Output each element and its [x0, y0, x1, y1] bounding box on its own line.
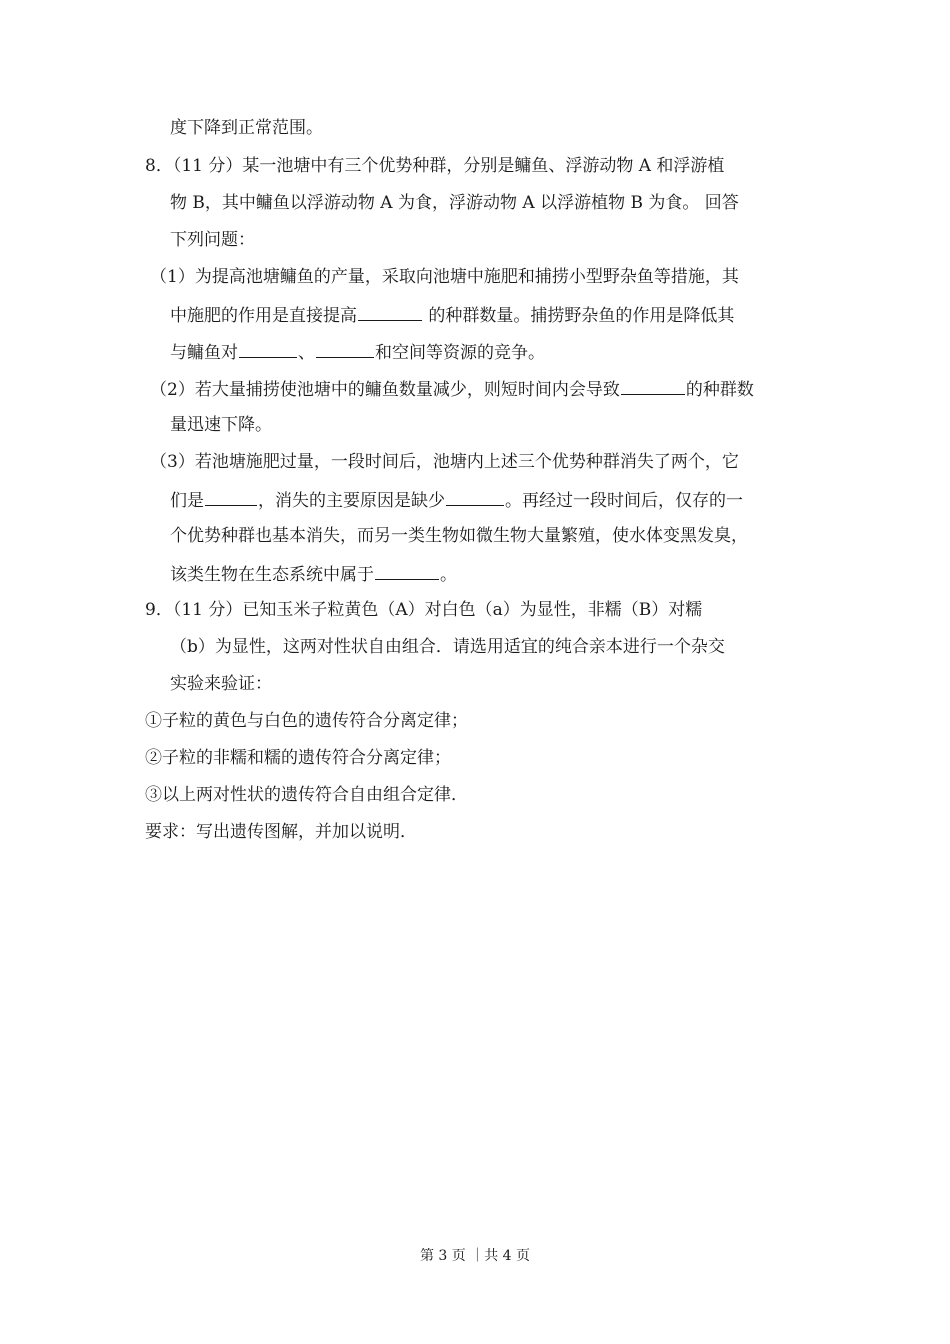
q8-part-3-line-1: （3）若池塘施肥过量，一段时间后，池塘内上述三个优势种群消失了两个，它 — [150, 452, 739, 472]
q8-part-3-text: 该类生物在生态系统中属于 — [170, 565, 374, 585]
q8-part-3-text: 。 — [440, 565, 457, 585]
q8-part-1-text: 和空间等资源的竞争。 — [375, 343, 545, 363]
q8-part-1-text: 、 — [298, 343, 315, 363]
q8-part-3-text: ，消失的主要原因是缺少 — [258, 491, 445, 511]
q8-part-3-text: 们是 — [170, 491, 204, 511]
question-9-item-2: ②子粒的非糯和糯的遗传符合分离定律； — [145, 748, 451, 768]
question-8-line-1: 8．（11 分）某一池塘中有三个优势种群，分别是鳙鱼、浮游动物 A 和浮游植 — [145, 156, 725, 176]
q8-part-1-text: 中施肥的作用是直接提高 — [170, 306, 357, 326]
q8-part-1-line-3 — [170, 340, 545, 364]
q8-part-2-line-2: 量迅速下降。 — [170, 415, 272, 435]
answer-blank[interactable] — [358, 303, 422, 321]
q8-part-2-line-1 — [150, 377, 754, 401]
question-9-item-3: ③以上两对性状的遗传符合自由组合定律． — [145, 785, 468, 805]
question-9-line-1: 9．（11 分）已知玉米子粒黄色（A）对白色（a）为显性，非糯（B）对糯 — [145, 600, 703, 620]
question-9-requirement: 要求：写出遗传图解，并加以说明． — [145, 822, 417, 842]
answer-blank[interactable] — [375, 562, 439, 580]
q8-part-2-text: 的种群数 — [685, 380, 754, 400]
answer-blank[interactable] — [316, 340, 374, 358]
q8-part-3-line-4 — [170, 562, 457, 586]
answer-blank[interactable] — [239, 340, 297, 358]
q8-part-3-line-2 — [170, 488, 743, 512]
q8-part-1-text: 与鳙鱼对 — [170, 343, 238, 363]
q8-part-1-text: 的种群数量。捕捞野杂鱼的作用是降低其 — [423, 306, 735, 326]
page-footer: 第 3 页 ｜共 4 页 — [419, 1248, 531, 1264]
question-9-line-3: 实验来验证： — [170, 674, 272, 694]
q8-part-3-line-3: 个优势种群也基本消失，而另一类生物如微生物大量繁殖，使水体变黑发臭， — [170, 526, 748, 546]
question-9-line-2: （b）为显性，这两对性状自由组合．请选用适宜的纯合亲本进行一个杂交 — [170, 637, 725, 657]
question-9-item-1: ①子粒的黄色与白色的遗传符合分离定律； — [145, 711, 468, 731]
continuation-line: 度下降到正常范围。 — [170, 118, 323, 138]
question-8-line-3: 下列问题： — [170, 230, 255, 250]
answer-blank[interactable] — [621, 377, 685, 395]
q8-part-3-text: 。再经过一段时间后，仅存的一 — [505, 491, 743, 511]
q8-part-2-text: （2）若大量捕捞使池塘中的鳙鱼数量减少，则短时间内会导致 — [150, 380, 620, 400]
answer-blank[interactable] — [205, 488, 257, 506]
q8-part-1-line-2 — [170, 303, 734, 327]
question-8-line-2: 物 B，其中鳙鱼以浮游动物 A 为食，浮游动物 A 以浮游植物 B 为食。 回答 — [170, 193, 739, 213]
q8-part-1-line-1: （1）为提高池塘鳙鱼的产量，采取向池塘中施肥和捕捞小型野杂鱼等措施，其 — [150, 267, 739, 287]
answer-blank[interactable] — [446, 488, 504, 506]
